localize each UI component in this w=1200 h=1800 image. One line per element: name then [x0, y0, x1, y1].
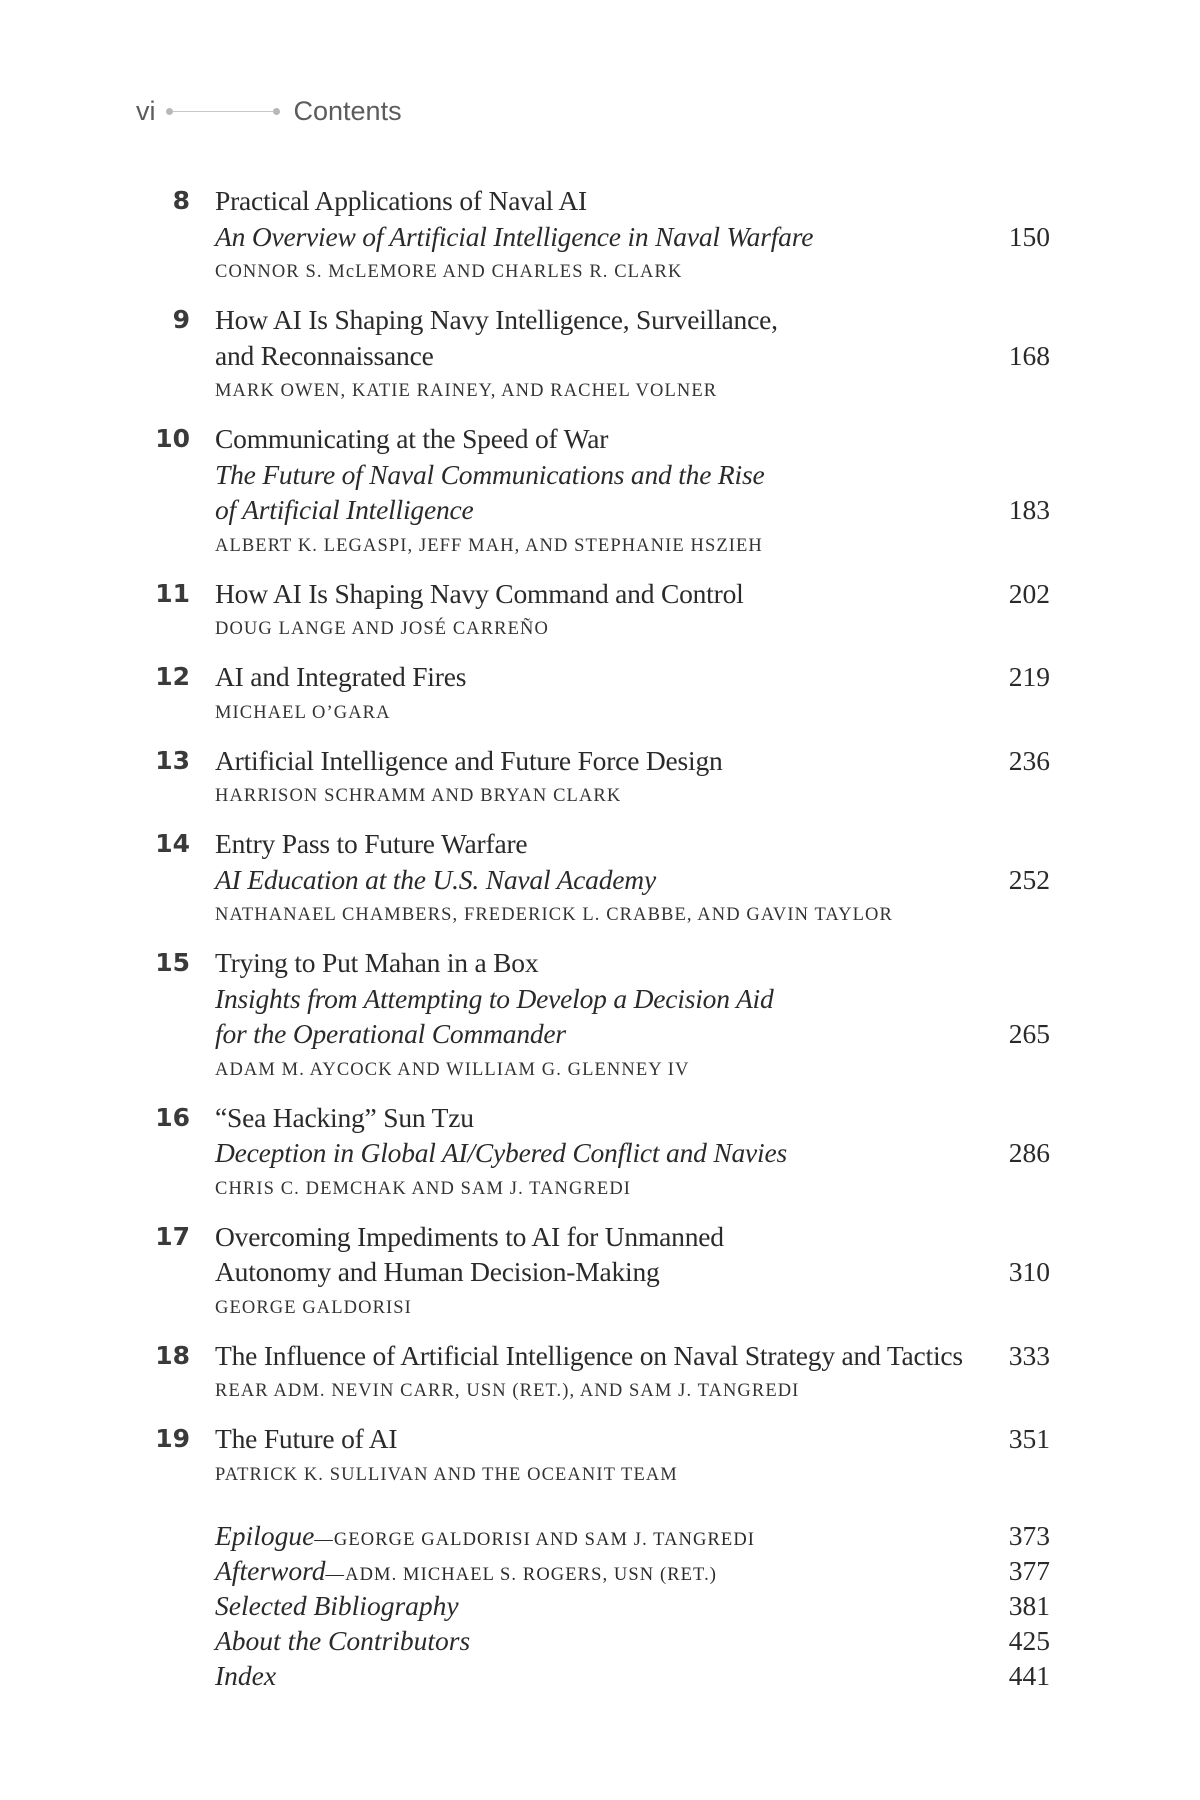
entry-text — [215, 945, 985, 1082]
chapter-number: 10 — [155, 424, 190, 453]
back-matter-entry[interactable] — [0, 1518, 1200, 1553]
toc-entry[interactable] — [0, 945, 1200, 1082]
chapter-title: Practical Applications of Naval AI — [215, 185, 587, 216]
back-matter-entry[interactable] — [0, 1623, 1200, 1658]
page-number: 381 — [1008, 1590, 1050, 1621]
chapter-number: 12 — [155, 662, 190, 691]
entry-text — [215, 1658, 985, 1698]
header-rule — [166, 108, 280, 115]
chapter-title: Autonomy and Human Decision-Making — [215, 1256, 660, 1287]
page-number: 351 — [1008, 1423, 1050, 1454]
entry-text — [215, 576, 985, 642]
back-matter-title: Afterword — [215, 1555, 326, 1586]
chapter-authors: ADAM M. AYCOCK AND WILLIAM G. GLENNEY IV — [215, 1059, 690, 1080]
page-number: 373 — [1008, 1520, 1050, 1551]
chapter-title: and Reconnaissance — [215, 339, 434, 371]
chapter-title: How AI Is Shaping Navy Intelligence, Surveillance, — [215, 304, 778, 335]
page-number: 265 — [1008, 1018, 1050, 1049]
chapter-title: Artificial Intelligence and Future Force Design — [215, 744, 723, 776]
page-number: 236 — [1008, 744, 1050, 776]
entry-text — [215, 659, 985, 725]
chapter-authors: REAR ADM. NEVIN CARR, USN (RET.), AND SAM J. TANGREDI — [215, 1381, 800, 1401]
toc-entry[interactable] — [0, 1421, 1200, 1487]
page-number: 202 — [1008, 577, 1050, 609]
page-number: 425 — [1008, 1625, 1050, 1656]
toc-entry[interactable] — [0, 659, 1200, 725]
chapter-authors: MARK OWEN, KATIE RAINEY, AND RACHEL VOLNER — [215, 381, 718, 401]
toc-entry[interactable] — [0, 183, 1200, 284]
entry-text — [215, 1421, 985, 1487]
chapter-number: 16 — [155, 1102, 190, 1132]
rule-dot-right — [273, 108, 280, 115]
page-number: 441 — [1008, 1660, 1050, 1691]
page-number: 252 — [1008, 863, 1050, 895]
chapter-title: Communicating at the Speed of War — [215, 423, 609, 454]
toc-entry[interactable] — [0, 1219, 1200, 1320]
page-number: 150 — [1008, 220, 1050, 252]
chapter-number: 9 — [172, 305, 190, 334]
chapter-number: 14 — [155, 829, 190, 858]
chapter-number: 8 — [172, 186, 190, 215]
rule-line — [173, 111, 273, 112]
chapter-number: 11 — [155, 578, 190, 608]
chapter-authors: CONNOR S. McLEMORE AND CHARLES R. CLARK — [215, 262, 683, 282]
chapter-number: 18 — [155, 1340, 190, 1370]
chapter-number: 15 — [155, 948, 190, 977]
page-number: 183 — [1008, 494, 1050, 525]
entry-text — [215, 826, 985, 927]
entry-text — [215, 1553, 985, 1593]
chapter-title: AI and Integrated Fires — [215, 661, 467, 692]
back-matter-authors: —GEORGE GALDORISI AND SAM J. TANGREDI — [314, 1530, 756, 1550]
page-number: 377 — [1008, 1555, 1050, 1586]
back-matter-authors: —ADM. MICHAEL S. ROGERS, USN (RET.) — [325, 1565, 718, 1585]
entry-text — [215, 743, 985, 809]
chapter-authors: CHRIS C. DEMCHAK AND SAM J. TANGREDI — [215, 1178, 632, 1199]
back-matter — [0, 1518, 1200, 1693]
chapter-title: “Sea Hacking” Sun Tzu — [215, 1101, 474, 1133]
chapter-authors: HARRISON SCHRAMM AND BRYAN CLARK — [215, 786, 622, 806]
toc-entry[interactable] — [0, 826, 1200, 927]
chapter-title: The Influence of Artificial Intelligence on Naval Strategy and Tactics — [215, 1339, 963, 1371]
entry-text — [215, 302, 985, 403]
chapter-subtitle: for the Operational Commander — [215, 1018, 566, 1049]
toc-entry[interactable] — [0, 576, 1200, 642]
entry-text — [215, 1338, 985, 1404]
chapter-subtitle: Insights from Attempting to Develop a Decision Aid — [215, 982, 774, 1014]
back-matter-title: About the Contributors — [215, 1625, 471, 1656]
chapter-subtitle: The Future of Naval Communications and the Rise — [215, 458, 765, 490]
toc-entry[interactable] — [0, 1100, 1200, 1201]
page-number: 333 — [1008, 1339, 1050, 1371]
chapter-title: Overcoming Impediments to AI for Unmanned — [215, 1220, 724, 1252]
chapter-title: Entry Pass to Future Warfare — [215, 828, 528, 859]
entry-text — [215, 183, 985, 284]
chapter-number: 13 — [155, 745, 190, 775]
back-matter-title: Epilogue — [215, 1520, 315, 1551]
page-number: 168 — [1008, 339, 1050, 371]
chapter-number: 17 — [155, 1221, 190, 1251]
toc-entry[interactable] — [0, 743, 1200, 809]
back-matter-title: Selected Bibliography — [215, 1590, 459, 1621]
chapter-title: Trying to Put Mahan in a Box — [215, 947, 539, 978]
chapter-authors: GEORGE GALDORISI — [215, 1297, 412, 1318]
table-of-contents — [0, 183, 1200, 1505]
toc-entry[interactable] — [0, 1338, 1200, 1404]
chapter-authors: PATRICK K. SULLIVAN AND THE OCEANIT TEAM — [215, 1464, 678, 1485]
entry-text — [215, 1623, 985, 1663]
chapter-subtitle: Deception in Global AI/Cybered Conflict and Navies — [215, 1137, 787, 1168]
entry-text — [215, 1518, 985, 1558]
section-title: Contents — [293, 96, 402, 126]
chapter-title: The Future of AI — [215, 1423, 398, 1454]
entry-text — [215, 1100, 985, 1201]
entry-text — [215, 1588, 985, 1628]
chapter-title: How AI Is Shaping Navy Command and Control — [215, 577, 744, 609]
chapter-authors: ALBERT K. LEGASPI, JEFF MAH, AND STEPHANIE HSZIEH — [215, 535, 763, 556]
chapter-subtitle: An Overview of Artificial Intelligence in Naval Warfare — [215, 220, 814, 252]
page-number: 310 — [1008, 1256, 1050, 1287]
chapter-subtitle: of Artificial Intelligence — [215, 494, 474, 525]
chapter-authors: DOUG LANGE AND JOSÉ CARREÑO — [215, 619, 549, 639]
chapter-authors: MICHAEL O’GARA — [215, 702, 391, 723]
toc-entry[interactable] — [0, 421, 1200, 558]
page-folio: vi — [136, 96, 156, 126]
running-head — [136, 96, 402, 127]
chapter-authors: NATHANAEL CHAMBERS, FREDERICK L. CRABBE, AND GAVIN TAYLOR — [215, 905, 893, 925]
chapter-subtitle: AI Education at the U.S. Naval Academy — [215, 863, 656, 895]
toc-entry[interactable] — [0, 302, 1200, 403]
rule-dot-left — [166, 108, 173, 115]
back-matter-entry[interactable] — [0, 1588, 1200, 1623]
back-matter-title: Index — [215, 1660, 277, 1691]
back-matter-entry[interactable] — [0, 1553, 1200, 1588]
page-number: 219 — [1008, 661, 1050, 692]
chapter-number: 19 — [155, 1424, 190, 1453]
entry-text — [215, 421, 985, 558]
back-matter-entry[interactable] — [0, 1658, 1200, 1693]
entry-text — [215, 1219, 985, 1320]
page-number: 286 — [1008, 1137, 1050, 1168]
